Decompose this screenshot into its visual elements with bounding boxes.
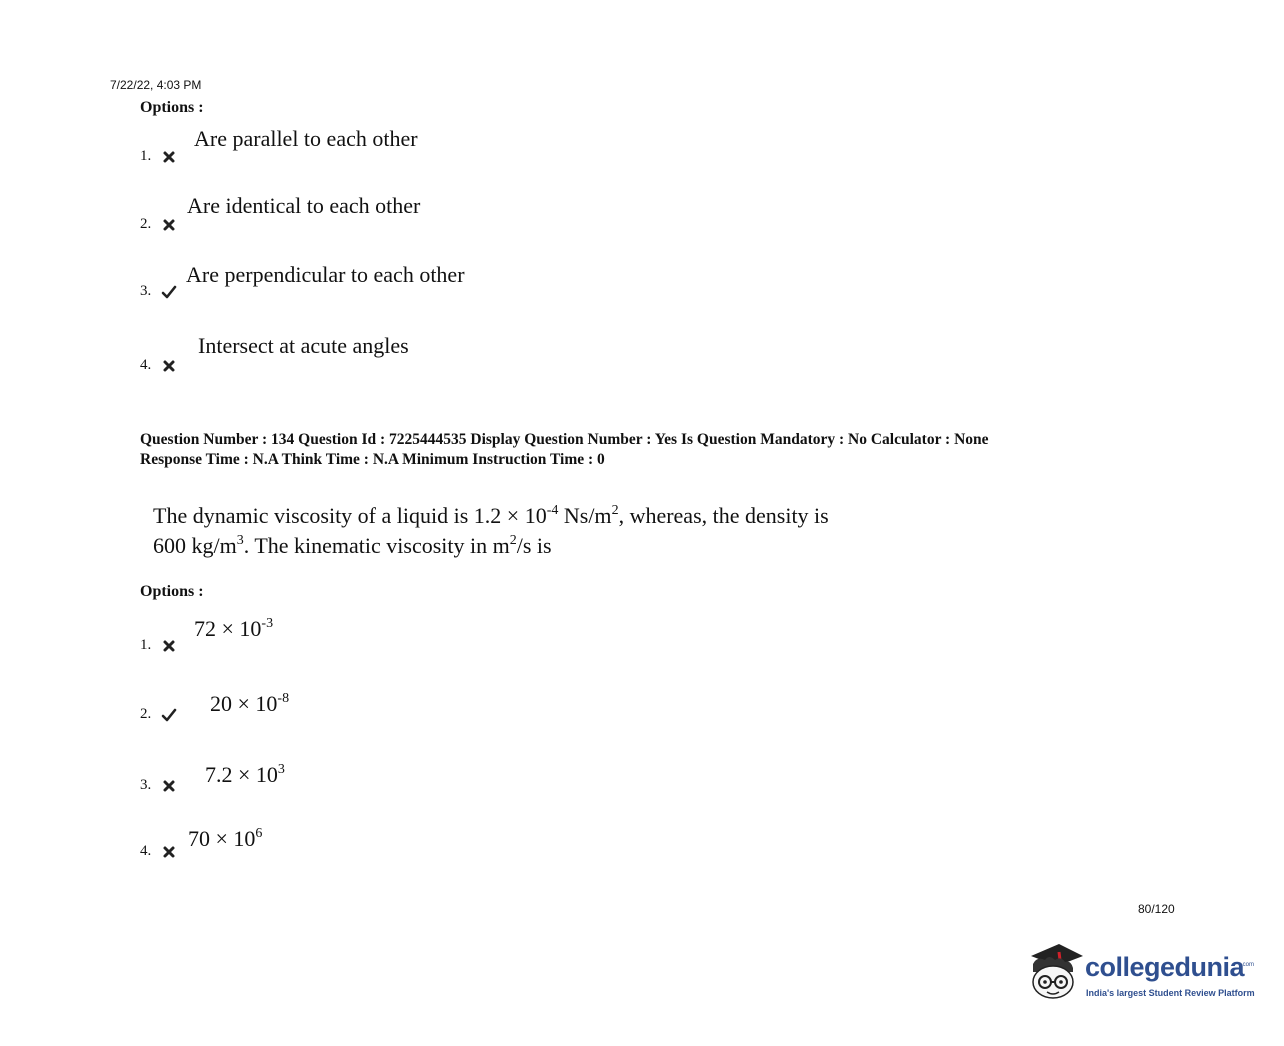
option-value: [188, 826, 262, 852]
option-number: 2.: [140, 706, 152, 722]
option-number: 1.: [140, 148, 152, 164]
option-exponent: 6: [255, 825, 263, 841]
brand-name: collegedunia: [1085, 952, 1245, 982]
cross-icon: [161, 778, 177, 794]
option-exponent: -3: [261, 615, 274, 631]
option-exponent: 3: [277, 761, 285, 777]
option-base: 70 × 10: [188, 826, 256, 851]
cross-icon: [161, 217, 177, 233]
question-text: /s is: [516, 533, 552, 558]
option-value: [205, 762, 285, 788]
cross-icon: [161, 844, 177, 860]
option-number: 3.: [140, 283, 152, 299]
print-timestamp: 7/22/22, 4:03 PM: [110, 78, 202, 92]
question-text: Ns/m: [558, 503, 612, 528]
option-row-2: [140, 216, 177, 233]
exponent: 3: [236, 532, 244, 548]
option-row-3: [140, 777, 177, 794]
question-meta-line-1: Question Number : 134 Question Id : 7225444535 Display Question Number : Yes Is Question Mandatory : No Calculator : None: [140, 431, 989, 448]
option-number: 4.: [140, 357, 152, 373]
exponent: 2: [509, 532, 517, 548]
option-value: [210, 691, 289, 717]
option-base: 7.2 × 10: [205, 762, 278, 787]
cross-icon: [161, 638, 177, 654]
option-exponent: -8: [277, 690, 290, 706]
option-base: 72 × 10: [194, 616, 262, 641]
question-text: , whereas, the density is: [618, 503, 829, 528]
question-text: . The kinematic viscosity in m: [243, 533, 510, 558]
option-text: Are perpendicular to each other: [186, 262, 465, 287]
question-text-line-1: [153, 501, 829, 531]
option-number: 3.: [140, 777, 152, 793]
option-row-1: [140, 148, 177, 165]
check-icon: [161, 284, 177, 300]
option-row-4: [140, 843, 177, 860]
question-text-line-2: [153, 531, 552, 561]
option-text: Intersect at acute angles: [198, 333, 409, 358]
exponent: -4: [546, 502, 559, 518]
option-row-2: [140, 706, 177, 723]
cross-icon: [161, 149, 177, 165]
exponent: 2: [611, 502, 619, 518]
options-label: Options :: [140, 583, 204, 600]
question-text: 600 kg/m: [153, 533, 237, 558]
question-meta-line-2: Response Time : N.A Think Time : N.A Minimum Instruction Time : 0: [140, 451, 605, 468]
option-text: Are parallel to each other: [194, 126, 418, 151]
option-number: 2.: [140, 216, 152, 232]
option-row-1: [140, 637, 177, 654]
question-text: The dynamic viscosity of a liquid is 1.2 × 10: [153, 503, 547, 528]
page-number: 80/120: [1138, 902, 1175, 916]
option-number: 1.: [140, 637, 152, 653]
options-label: Options :: [140, 99, 204, 116]
option-row-4: [140, 357, 177, 374]
check-icon: [161, 707, 177, 723]
option-base: 20 × 10: [210, 691, 278, 716]
brand-tld: .com: [1241, 962, 1255, 968]
cross-icon: [161, 358, 177, 374]
option-row-3: [140, 283, 177, 300]
option-value: [194, 616, 273, 642]
option-text: Are identical to each other: [187, 193, 421, 218]
option-number: 4.: [140, 843, 152, 859]
brand-tagline: India's largest Student Review Platform: [1086, 988, 1255, 998]
mascot-logo-icon: [1025, 938, 1087, 1008]
